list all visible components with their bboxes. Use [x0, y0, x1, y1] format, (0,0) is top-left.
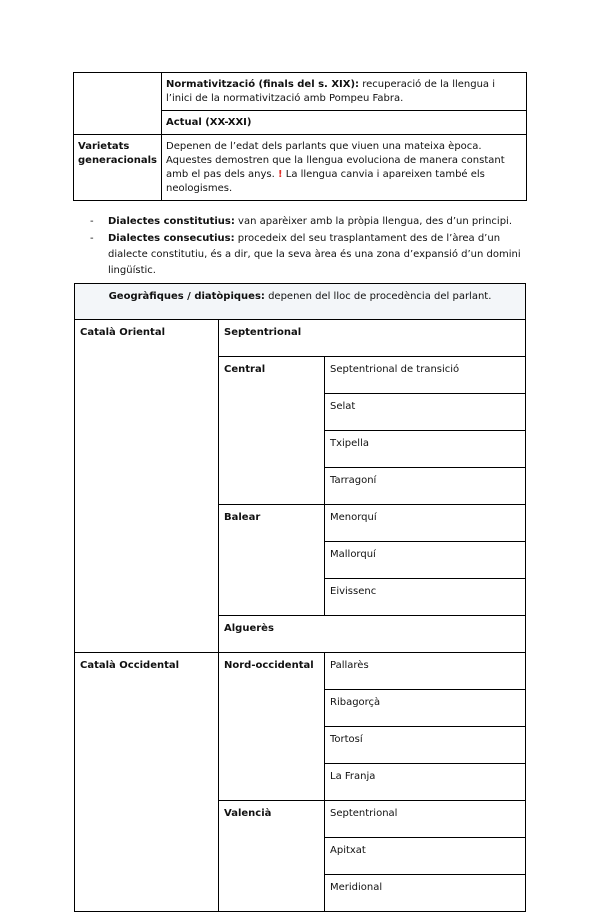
cell-subdialect: Ribagorçà — [325, 690, 526, 727]
header-text: depenen del lloc de procedència del parlant. — [264, 291, 492, 302]
dash-bullet: - — [90, 216, 94, 227]
varietats-generacionals-text2: La llengua canvia i apareixen també els neologismes. — [166, 169, 485, 194]
cell-alguer: Alguerès — [219, 616, 526, 653]
bullet-text: procedeix del seu trasplantament des de l’àrea d’un dialecte constitutiu, és a dir, que la seva àrea és una zona d’expansió d’un domini lingüístic. — [108, 233, 521, 276]
exclamation-mark: ! — [278, 169, 283, 180]
table-header — [75, 284, 526, 320]
normativitzacio-title: Normativització (finals del s. XIX): — [166, 79, 360, 90]
cell-catala-occidental: Català Occidental — [75, 653, 219, 912]
cell-catala-oriental: Català Oriental — [75, 320, 219, 653]
varietats-generacionals-label: Varietats generacionals — [74, 135, 162, 201]
varietats-generacionals-cell — [162, 135, 527, 201]
table-row — [74, 135, 527, 201]
bullet-title: Dialectes constitutius: — [108, 216, 235, 227]
cell-balear: Balear — [219, 505, 325, 616]
dialectes-list — [90, 214, 530, 280]
dialectes-table — [74, 283, 526, 912]
table-row — [74, 73, 527, 111]
list-item — [90, 214, 530, 230]
bullet-text: van aparèixer amb la pròpia llengua, des d’un principi. — [234, 216, 513, 227]
cell-septentrional: Septentrional — [219, 320, 526, 357]
cell-subdialect: Pallarès — [325, 653, 526, 690]
cell-valencia: Valencià — [219, 801, 325, 912]
bullet-title: Dialectes consecutius: — [108, 233, 235, 244]
varietats-table — [73, 72, 527, 201]
varietats-generacionals-text: Depenen de l’edat dels parlants que viuen una mateixa època. Aquestes demostren que la llengua evoluciona de manera constant amb el pas dels anys. — [166, 141, 505, 180]
actual-cell — [162, 111, 527, 135]
table-header-row — [75, 284, 526, 320]
cell-central: Central — [219, 357, 325, 505]
cell-subdialect: Septentrional — [325, 801, 526, 838]
actual-title: Actual (XX-XXI) — [166, 117, 252, 128]
empty-cell — [74, 73, 162, 135]
table-row — [75, 653, 526, 690]
cell-subdialect: Meridional — [325, 875, 526, 912]
cell-subdialect: Apitxat — [325, 838, 526, 875]
normativitzacio-cell — [162, 73, 527, 111]
cell-subdialect: Tortosí — [325, 727, 526, 764]
header-title: Geogràfiques / diatòpiques: — [108, 291, 265, 302]
cell-subdialect: Tarragoní — [325, 468, 526, 505]
cell-subdialect: Menorquí — [325, 505, 526, 542]
normativitzacio-text: recuperació de la llengua i l’inici de la normativització amb Pompeu Fabra. — [166, 79, 496, 104]
table-row — [75, 320, 526, 357]
dash-bullet: - — [90, 233, 94, 244]
cell-nord-occidental: Nord-occidental — [219, 653, 325, 801]
cell-subdialect: Septentrional de transició — [325, 357, 526, 394]
cell-subdialect: Eivissenc — [325, 579, 526, 616]
cell-subdialect: Selat — [325, 394, 526, 431]
cell-subdialect: La Franja — [325, 764, 526, 801]
list-item — [90, 231, 530, 279]
cell-subdialect: Mallorquí — [325, 542, 526, 579]
cell-subdialect: Txipella — [325, 431, 526, 468]
